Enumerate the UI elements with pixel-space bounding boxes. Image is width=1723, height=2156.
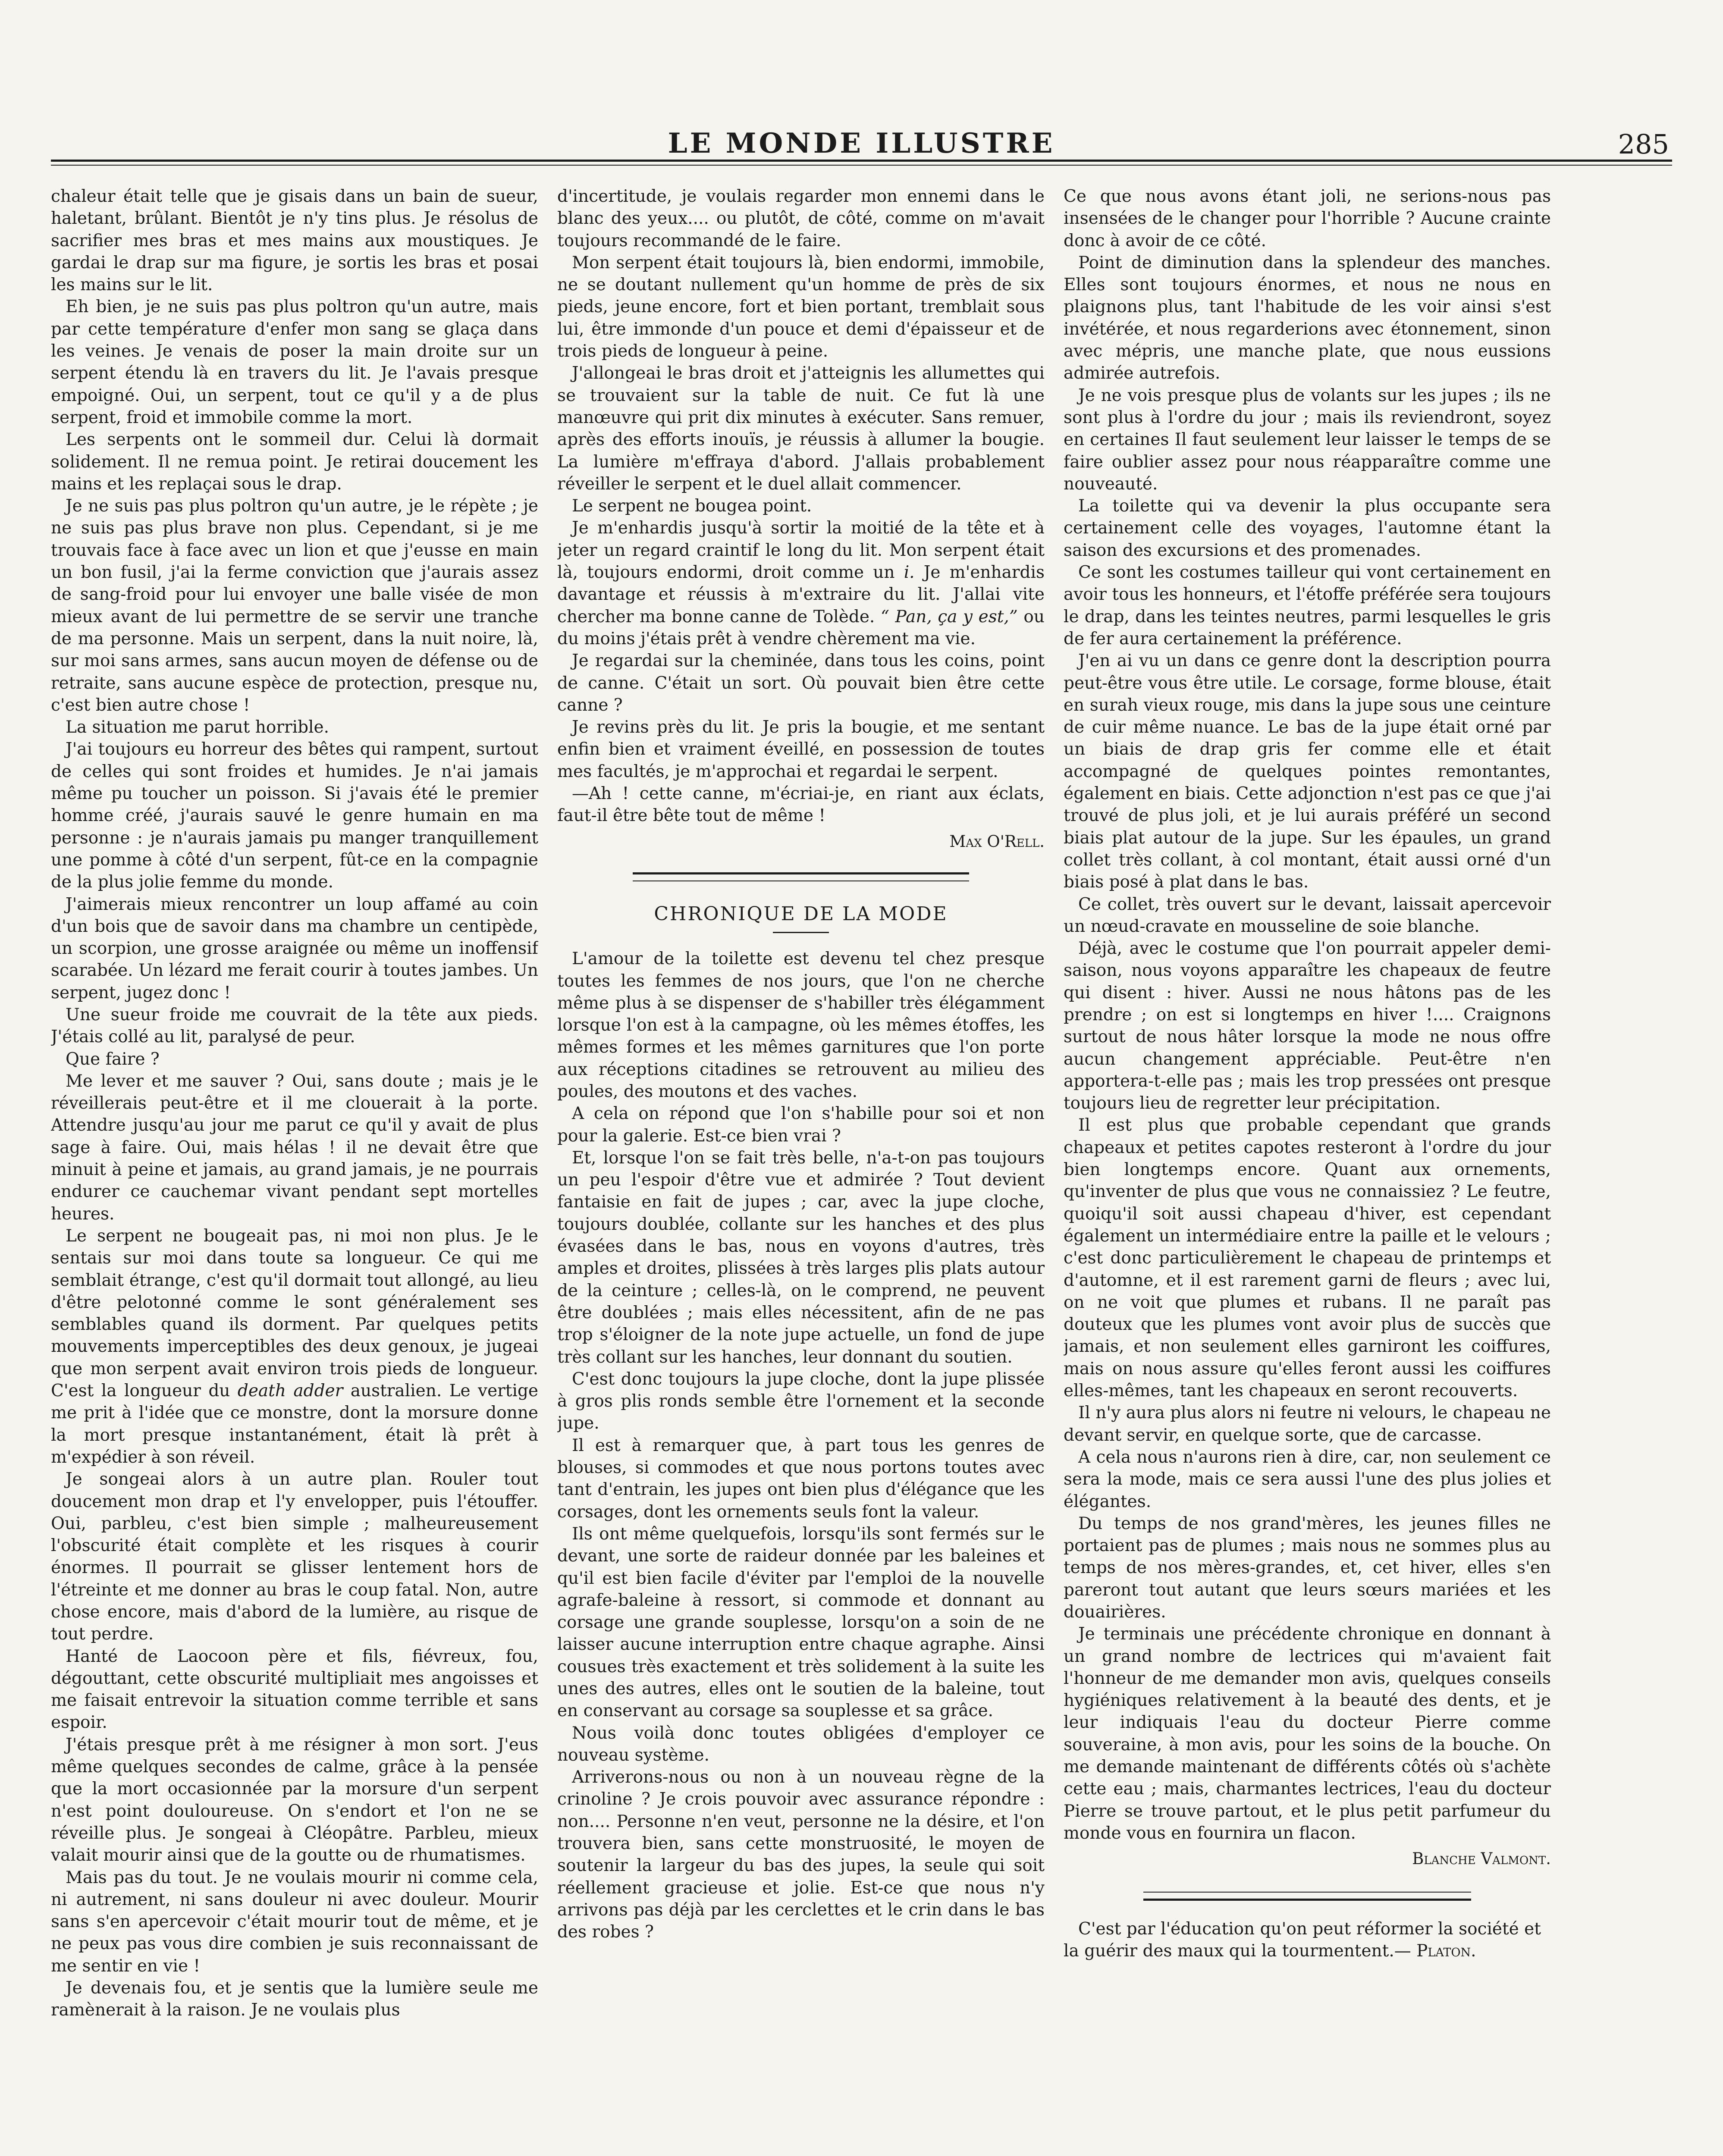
paragraph: d'incertitude, je voulais regarder mon ennemi dans le blanc des yeux.... ou plutôt, de côté, comme on m'avait toujours recommandé de le faire. <box>557 187 1045 251</box>
paragraph: Les serpents ont le sommeil dur. Celui là dormait solidement. Il ne remua point. Je retirai doucement les mains et les replaçai sous le drap. <box>51 430 538 494</box>
section-title: CHRONIQUE DE LA MODE <box>654 903 948 925</box>
header-rule-thin <box>51 165 1672 166</box>
quote-author: Platon. <box>1416 1941 1476 1961</box>
paragraph: Je songeai alors à un autre plan. Rouler tout doucement mon drap et l'y envelopper, puis l'étouffer. Oui, parbleu, c'est bien simple ; malheureusement l'obscurité était complète et les risques à courir énormes. Il pourrait se glisser lentement hors de l'étreinte et me donner au bras le coup fatal. Non, autre chose encore, mais d'abord de la lumière, au risque de tout perdre. <box>51 1470 538 1644</box>
quote-text: C'est par l'éducation qu'on peut réformer la société et la guérir des maux qui la tourmentent.— <box>1064 1919 1541 1961</box>
paragraph <box>51 1225 538 1468</box>
column-left <box>51 185 538 2156</box>
paragraph: Il est plus que probable cependant que grands chapeaux et petites capotes resteront à l'ordre du jour bien longtemps encore. Quant aux ornements, qu'inventer de plus que vous ne connaissiez ? Le feutre, quoiqu'il soit aussi chapeau d'hiver, est cependant également un intermédiaire entre la paille et le velours ; c'est donc particulièrement le chapeau de printemps et d'automne, et il est rarement garni de fleurs ; avec lui, on ne voit que plumes et rubans. Il ne paraît pas douteux que les plumes vont avoir plus de succès que jamais, et non seulement elles garniront les coiffures, mais on nous assure qu'elles feront aussi les coiffures elles-mêmes, tant les chapeaux en seront recouverts. <box>1064 1116 1551 1401</box>
paragraph: Point de diminution dans la splendeur des manches. Elles sont toujours énormes, et nous ne nous en plaignons plus, tant l'habitude de les voir ainsi s'est invétérée, et nous regarderions avec étonnement, sinon avec mépris, une manche plate, que nous eussions admirée autrefois. <box>1064 253 1551 383</box>
paragraph: Je ne vois presque plus de volants sur les jupes ; ils ne sont plus à l'ordre du jour ; mais ils reviendront, soyez en certaines Il faut seulement leur laisser le temps de se faire oublier assez pour nous réapparaître comme une nouveauté. <box>1064 385 1551 494</box>
paragraph: Que faire ? <box>66 1049 160 1069</box>
section-separator <box>633 872 969 881</box>
paragraph: Arriverons-nous ou non à un nouveau règne de la crinoline ? Je crois pouvoir avec assurance répondre : non.... Personne n'en veut, personne ne la désire, et l'on trouvera bien, sans cette monstruosité, le moyen de soutenir la largeur du bas des jupes, la seule qui soit réellement gracieuse et jolie. Est-ce que nous n'y arrivons pas déjà par les cerclettes et le crin dans le bas des robes ? <box>557 1767 1045 1942</box>
column-right <box>1064 185 1551 2156</box>
italic-quote: “ Pan, ça y est,” <box>880 607 1018 627</box>
paragraph: Hanté de Laocoon père et fils, fiévreux, fou, dégouttant, cette obscurité multipliait mes angoisses et me faisait entrevoir la situation comme terrible et sans espoir. <box>51 1646 538 1733</box>
paragraph: Ils ont même quelquefois, lorsqu'ils sont fermés sur le devant, une sorte de raideur donnée par les baleines et qu'il est bien facile d'éviter par l'emploi de la nouvelle agrafe-baleine à ressort, si commode et donnant au corsage une grande souplesse, lorsqu'on a soin de ne laisser aucune interruption entre chaque agraphe. Ainsi cousues très exactement et très solidement à la suite les unes des autres, elles ont le soutien de la baleine, tout en conservant au corsage sa souplesse et sa grâce. <box>557 1524 1045 1721</box>
paragraph: Ce sont les costumes tailleur qui vont certainement en avoir tous les honneurs, et l'étoffe préférée sera toujours le drap, dans les teintes neutres, parmi lesquelles le gris de fer aura certainement la préférence. <box>1064 563 1551 649</box>
paragraph: A cela on répond que l'on s'habille pour soi et non pour la galerie. Est-ce bien vrai ? <box>557 1104 1045 1146</box>
paragraph: Ce collet, très ouvert sur le devant, laissait apercevoir un nœud-cravate en mousseline de soie blanche. <box>1064 894 1551 936</box>
paragraph: chaleur était telle que je gisais dans un bain de sueur, haletant, brûlant. Bientôt je n'y tins plus. Je résolus de sacrifier mes bras et mes mains aux moustiques. Je gardai le drap sur ma figure, je sortis les bras et posai les mains sur le lit. <box>51 187 538 295</box>
paragraph: Je terminais une précédente chronique en donnant à un grand nombre de lectrices qui m'avaient fait l'honneur de me demander mon avis, quelques conseils hygiéniques relativement à la beauté des dents, et je leur indiquais l'eau du docteur Pierre comme souveraine, à mon avis, pour les soins de la bouche. On me demande maintenant de différents côtés où s'achète cette eau ; mais, charmantes lectrices, l'eau du docteur Pierre se trouve partout, et le plus petit parfumeur du monde vous en fournira un flacon. <box>1064 1624 1551 1843</box>
section-title-rule <box>773 932 829 933</box>
paragraph-text: Je m'enhardis davantage et réussis à m'extraire du lit. J'allai vite chercher ma bonne canne de Tolède. <box>557 563 1045 627</box>
paragraph-text: australien. Le vertige me prit à l'idée que ce monstre, dont la morsure donne la mort presque instantanément, était là prêt à m'expédier à son réveil. <box>51 1381 538 1467</box>
paragraph: J'ai toujours eu horreur des bêtes qui rampent, surtout de celles qui sont froides et humides. Je n'ai jamais même pu toucher un poisson. Si j'avais été le premier homme créé, j'aurais sauvé le genre humain en ma personne : je n'aurais jamais pu manger tranquillement une pomme à côté d'un serpent, fût-ce en la compagnie de la plus jolie femme du monde. <box>51 740 538 892</box>
paragraph-text: ou du moins j'étais prêt à vendre chèrement ma vie. <box>557 607 1045 649</box>
author-signature: Blanche Valmont. <box>1412 1849 1551 1868</box>
paragraph: Je revins près du lit. Je pris la bougie, et me sentant enfin bien et vraiment éveillé, en possession de toutes mes facultés, je m'approchai et regardai le serpent. <box>557 718 1045 781</box>
paragraph: Et, lorsque l'on se fait très belle, n'a-t-on pas toujours un peu l'espoir d'être vue et admirée ? Tout devient fantaisie en fait de jupes ; car, avec la jupe cloche, toujours doublée, collante sur les hanches et des plus évasées dans le bas, nous en voyons d'autres, très amples et droites, plissées à très larges plis plats autour de la ceinture ; celles-là, on le comprend, ne peuvent être doublées ; mais elles nécessitent, afin de ne pas trop s'éloigner de la note jupe actuelle, un fond de jupe très collant sur les hanches, leur donnant du soutien. <box>557 1148 1045 1367</box>
paragraph: Il est à remarquer que, à part tous les genres de blouses, si commodes et que nous portons toutes avec tant d'entrain, les jupes ont bien plus d'élégance que les corsages, dont les ornements seuls font la valeur. <box>557 1435 1045 1522</box>
header-rule-thick <box>51 160 1672 162</box>
author-signature: Max O'Rell. <box>949 832 1045 851</box>
masthead-title: LE MONDE ILLUSTRE <box>668 127 1055 160</box>
paragraph: J'aimerais mieux rencontrer un loup affamé au coin d'un bois que de savoir dans ma chambre un centipède, un scorpion, une grosse araignée ou même un inoffensif scarabée. Un lézard me ferait courir à toutes jambes. Un serpent, jugez donc ! <box>51 894 538 1003</box>
paragraph: Ce que nous avons étant joli, ne serions-nous pas insensées de le changer pour l'horrible ? Aucune crainte donc à avoir de ce côté. <box>1064 187 1551 251</box>
paragraph: La situation me parut horrible. <box>66 718 329 737</box>
paragraph: Déjà, avec le costume que l'on pourrait appeler demi-saison, nous voyons apparaître les chapeaux de feutre qui disent : hiver. Aussi ne nous hâtons pas de les prendre ; on est si longtemps en hiver !.... Craignons surtout de nous hâter lorsque la mode ne nous offre aucun changement appréciable. Peut-être n'en apportera-t-elle pas ; mais les trop pressées ont presque toujours lieu de regretter leur précipitation. <box>1064 939 1551 1113</box>
paragraph: Du temps de nos grand'mères, les jeunes filles ne portaient pas de plumes ; mais nous ne sommes plus au temps de nos mères-grandes, et, cet hiver, elles s'en pareront tout autant que leurs sœurs mariées et les douairières. <box>1064 1514 1551 1622</box>
paragraph: Eh bien, je ne suis pas plus poltron qu'un autre, mais par cette température d'enfer mon sang se glaça dans les veines. Je venais de poser la main droite sur un serpent étendu là en travers du lit. Je l'avais presque empoigné. Oui, un serpent, tout ce qu'il y a de plus serpent, froid et immobile comme la mort. <box>51 297 538 427</box>
italic-term: death adder <box>237 1381 343 1401</box>
paragraph: Le serpent ne bougea point. <box>572 496 812 516</box>
paragraph: Il n'y aura plus alors ni feutre ni velours, le chapeau ne devant servir, en quelque sorte, que de carcasse. <box>1064 1403 1551 1445</box>
paragraph: J'allongeai le bras droit et j'atteignis les allumettes qui se trouvaient sur la table de nuit. Ce fut là une manœuvre qui prit dix minutes à exécuter. Sans remuer, après des efforts inouïs, je réussis à allumer la bougie. La lumière m'effraya d'abord. J'allais probablement réveiller le serpent et le duel allait commencer. <box>557 364 1045 494</box>
italic-term: i. <box>904 563 915 583</box>
paragraph: Mais pas du tout. Je ne voulais mourir ni comme cela, ni autrement, ni sans douleur ni avec douleur. Mourir sans s'en apercevoir c'était mourir tout de même, et je ne peux pas vous dire combien je suis reconnaissant de me sentir en vie ! <box>51 1868 538 1976</box>
paragraph: J'étais presque prêt à me résigner à mon sort. J'eus même quelques secondes de calme, grâce à la pensée que la mort occasionnée par la morsure d'un serpent n'est point douloureuse. On s'endort et l'on ne se réveille plus. Je songeai à Cléopâtre. Parbleu, mieux valait mourir ainsi que de la goutte ou de rhumatismes. <box>51 1735 538 1865</box>
paragraph: Je devenais fou, et je sentis que la lumière seule me ramènerait à la raison. Je ne voulais plus <box>51 1978 538 2020</box>
paragraph: La toilette qui va devenir la plus occupante sera certainement celle des voyages, l'automne étant la saison des excursions et des promenades. <box>1064 496 1551 560</box>
paragraph: Je regardai sur la cheminée, dans tous les coins, point de canne. C'était un sort. Où pouvait bien être cette canne ? <box>557 651 1045 715</box>
column-middle <box>557 185 1045 2156</box>
paragraph: —Ah ! cette canne, m'écriai-je, en riant aux éclats, faut-il être bête tout de même ! <box>557 784 1045 826</box>
paragraph: Mon serpent était toujours là, bien endormi, immobile, ne se doutant nullement qu'un homme de près de six pieds, jeune encore, fort et bien portant, tremblait sous lui, être immonde d'un pouce et demi d'épaisseur et de trois pieds de longueur à peine. <box>557 253 1045 361</box>
paragraph-text: Je m'enhardis jusqu'à sortir la moitié de la tête et à jeter un regard craintif le long du lit. Mon serpent était là, toujours endormi, droit comme un <box>557 518 1045 583</box>
paragraph: Je ne suis pas plus poltron qu'un autre, je le répète ; je ne suis pas plus brave non plus. Cependant, si je me trouvais face à face avec un lion et que j'eusse en main un bon fusil, j'ai la ferme conviction que j'aurais assez de sang-froid pour lui envoyer une balle visée de mon mieux avant de lui permettre de se servir une tranche de ma personne. Mais un serpent, dans la nuit noire, là, sur moi sans armes, sans aucun moyen de défense ou de retraite, sans aucune espèce de protection, presque nu, c'est bien autre chose ! <box>51 496 538 715</box>
paragraph: Une sueur froide me couvrait de la tête aux pieds. J'étais collé au lit, paralysé de peur. <box>51 1005 538 1047</box>
paragraph: A cela nous n'aurons rien à dire, car, non seulement ce sera la mode, mais ce sera aussi l'une des plus jolies et élégantes. <box>1064 1447 1551 1511</box>
closing-quote <box>1064 1918 1551 1962</box>
paragraph: Nous voilà donc toutes obligées d'employer ce nouveau système. <box>557 1723 1045 1765</box>
paragraph: C'est donc toujours la jupe cloche, dont la jupe plissée à gros plis ronds semble être l'ornement et la seconde jupe. <box>557 1369 1045 1433</box>
paragraph: J'en ai vu un dans ce genre dont la description pourra peut-être vous être utile. Le corsage, forme blouse, était en surah vieux rouge, mis dans la jupe sous une ceinture de cuir même nuance. Le bas de la jupe était orné par un biais de drap gris fer comme elle et était accompagné de quelques pointes remontantes, également en biais. Cette adjonction n'est pas ce que j'ai trouvé de plus joli, et je lui aurais préféré un second biais plat autour de la jupe. Sur les épaules, un grand collet très collant, à col montant, était aussi orné d'un biais posé à plat dans le bas. <box>1064 651 1551 892</box>
paragraph: Me lever et me sauver ? Oui, sans doute ; mais je le réveillerais peut-être et il me clouerait à la porte. Attendre jusqu'au jour me parut ce qu'il y avait de plus sage à faire. Oui, mais hélas ! il ne devait être que minuit à peine et jamais, au grand jamais, je ne pourrais endurer ce cauchemar vivant pendant sept mortelles heures. <box>51 1071 538 1224</box>
section-separator <box>1143 1892 1471 1901</box>
paragraph <box>557 517 1045 650</box>
paragraph-text: Le serpent ne bougeait pas, ni moi non plus. Je le sentais sur moi dans toute sa longueur. Ce qui me semblait étrange, c'est qu'il dormait tout allongé, au lieu d'être pelotonné comme le sont généralement ses semblables quand ils dorment. Par quelques petits mouvements imperceptibles des deux genoux, je jugeai que mon serpent avait environ trois pieds de longueur. C'est la longueur du <box>51 1226 538 1401</box>
page-number: 285 <box>1618 128 1669 160</box>
paragraph: L'amour de la toilette est devenu tel chez presque toutes les femmes de nos jours, que l'on ne cherche même plus à se dispenser de s'habiller très élégamment lorsque l'on est à la campagne, où les mêmes étoffes, les mêmes formes et les mêmes garnitures que l'on porte aux réceptions citadines se retrouvent au milieu des poules, des moutons et des vaches. <box>557 949 1045 1101</box>
